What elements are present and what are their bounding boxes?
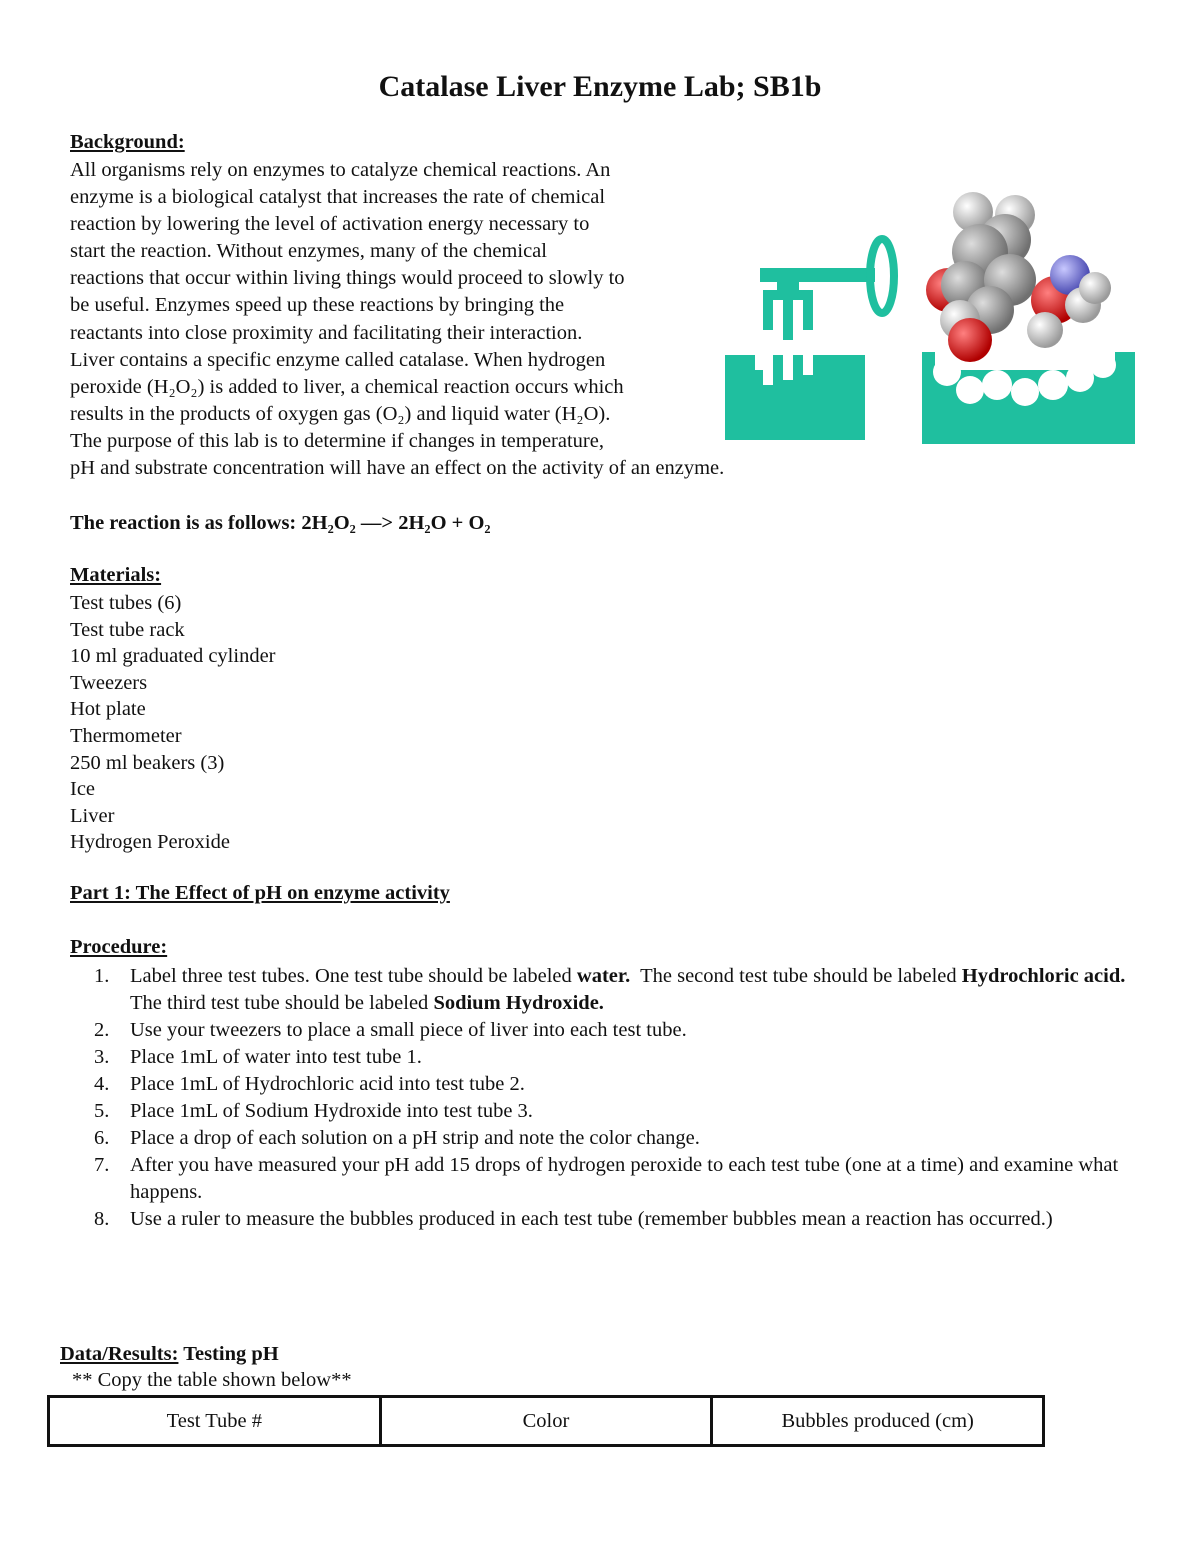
procedure-list xyxy=(70,963,1140,1233)
data-results-label: Data/Results: xyxy=(60,1343,179,1365)
list-item xyxy=(70,1098,1140,1125)
step-number: 4. xyxy=(94,1073,110,1095)
key-icon xyxy=(760,239,894,340)
list-item xyxy=(70,1206,1140,1233)
step-text: Place 1mL of Hydrochloric acid into test tube 2. xyxy=(130,1073,525,1095)
step-text: Place a drop of each solution on a pH strip and note the color change. xyxy=(130,1127,700,1149)
part1-heading: Part 1: The Effect of pH on enzyme activity xyxy=(70,882,450,904)
list-item: Hot plate xyxy=(70,698,146,721)
step-text: The third test tube should be labeled xyxy=(130,992,434,1014)
background-line: peroxide (H₂O₂) is added to liver, a chemical reaction occurs which xyxy=(70,375,624,398)
list-item: Test tube rack xyxy=(70,618,185,641)
procedure-heading: Procedure: xyxy=(70,936,168,958)
background-line: results in the products of oxygen gas (O₂) and liquid water (H₂O). xyxy=(70,402,611,425)
step-number: 6. xyxy=(94,1127,110,1149)
materials-heading: Materials: xyxy=(70,564,162,586)
reaction-equation: The reaction is as follows: 2H₂O₂ ––> 2H₂O + O₂ xyxy=(70,512,491,534)
materials-list xyxy=(70,590,276,856)
table-header-cell: Color xyxy=(380,1397,712,1446)
list-item xyxy=(70,963,1140,1017)
step-text: Use your tweezers to place a small piece of liver into each test tube. xyxy=(130,1019,687,1041)
step-text: After you have measured your pH add 15 drops of hydrogen peroxide to each test tube (one at a time) and examine what happens. xyxy=(130,1154,1119,1203)
table-header-cell: Bubbles produced (cm) xyxy=(712,1397,1044,1446)
background-line: Liver contains a specific enzyme called catalase. When hydrogen xyxy=(70,348,606,371)
list-item: Thermometer xyxy=(70,724,182,747)
step-text: Place 1mL of Sodium Hydroxide into test tube 3. xyxy=(130,1100,533,1122)
step-text: Use a ruler to measure the bubbles produced in each test tube (remember bubbles mean a reaction has occurred.) xyxy=(130,1208,1053,1230)
results-table xyxy=(47,1395,1045,1447)
background-heading: Background: xyxy=(70,131,185,153)
background-line: The purpose of this lab is to determine if changes in temperature, xyxy=(70,429,604,452)
list-item: 10 ml graduated cylinder xyxy=(70,645,276,668)
page-title: Catalase Liver Enzyme Lab; SB1b xyxy=(378,70,822,103)
background-line: All organisms rely on enzymes to catalyze chemical reactions. An xyxy=(70,159,611,181)
list-item xyxy=(70,1044,1140,1071)
step-number: 5. xyxy=(94,1100,110,1122)
enzyme-lock-and-key-illustration xyxy=(715,180,1145,455)
step-number: 2. xyxy=(94,1019,110,1041)
step-bold-text: Sodium Hydroxide. xyxy=(433,992,604,1014)
step-number: 3. xyxy=(94,1046,110,1068)
list-item: Liver xyxy=(70,804,115,827)
background-line: start the reaction. Without enzymes, many of the chemical xyxy=(70,240,547,263)
background-line: be useful. Enzymes speed up these reactions by bringing the xyxy=(70,294,565,317)
step-number: 8. xyxy=(94,1208,110,1230)
lock-block-icon xyxy=(725,355,865,440)
background-line: reaction by lowering the level of activation energy necessary to xyxy=(70,213,590,236)
molecule-icon xyxy=(926,192,1111,362)
list-item xyxy=(70,1017,1140,1044)
background-line: reactions that occur within living things would proceed to slowly to xyxy=(70,267,625,290)
background-line: reactants into close proximity and facilitating their interaction. xyxy=(70,321,583,344)
list-item xyxy=(70,1125,1140,1152)
step-text: The second test tube should be labeled xyxy=(630,965,962,987)
step-number: 1. xyxy=(94,965,110,987)
list-item xyxy=(70,1071,1140,1098)
table-header-cell: Test Tube # xyxy=(49,1397,381,1446)
substrate-block-icon xyxy=(922,352,1135,444)
background-line: enzyme is a biological catalyst that increases the rate of chemical xyxy=(70,186,606,209)
list-item: Hydrogen Peroxide xyxy=(70,831,230,854)
step-bold-text: Hydrochloric acid. xyxy=(961,965,1126,987)
data-results-title: Testing pH xyxy=(178,1343,279,1365)
data-results-heading xyxy=(60,1343,279,1366)
list-item: Test tubes (6) xyxy=(70,592,182,614)
list-item xyxy=(70,1152,1140,1206)
step-text: Label three test tubes. One test tube should be labeled xyxy=(130,965,577,987)
list-item: Tweezers xyxy=(70,671,148,694)
list-item: Ice xyxy=(70,778,96,801)
step-text: Place 1mL of water into test tube 1. xyxy=(130,1046,422,1068)
copy-table-note: ** Copy the table shown below** xyxy=(72,1369,352,1391)
step-bold-text: water. xyxy=(576,965,631,987)
table-header-row xyxy=(49,1397,1044,1446)
step-number: 7. xyxy=(94,1154,110,1176)
background-line: pH and substrate concentration will have an effect on the activity of an enzyme. xyxy=(70,457,725,480)
list-item: 250 ml beakers (3) xyxy=(70,751,225,774)
